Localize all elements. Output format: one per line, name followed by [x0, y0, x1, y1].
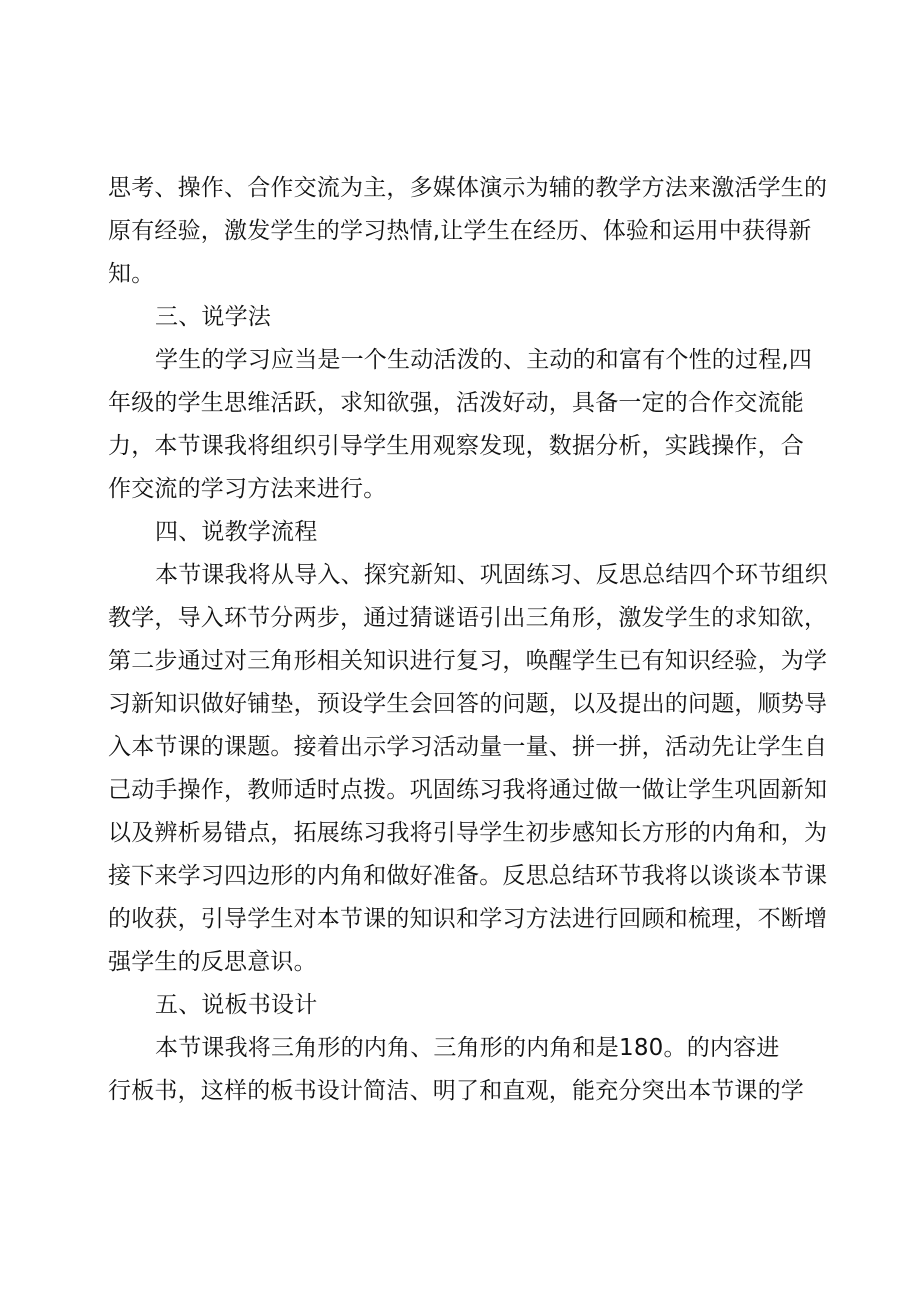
text-line: 接下来学习四边形的内角和做好准备。反思总结环节我将以谈谈本节课	[108, 863, 828, 889]
text-line: 行板书，这样的板书设计简洁、明了和直观，能充分突出本节课的学	[108, 1078, 804, 1104]
text-line: 知。	[108, 261, 155, 287]
section-heading: 三、说学法	[155, 304, 271, 330]
text-line: 入本节课的课题。接着出示学习活动量一量、拼一拼，活动先让学生自	[108, 734, 828, 760]
text-line: 以及辨析易错点，拓展练习我将引导学生初步感知长方形的内角和，为	[108, 820, 828, 846]
text-line: 年级的学生思维活跃，求知欲强，活泼好动，具备一定的合作交流能	[108, 390, 804, 416]
text-line: 原有经验，激发学生的学习热情,让学生在经历、体验和运用中获得新	[108, 218, 812, 244]
paragraph-start: 本节课我将从导入、探究新知、巩固练习、反思总结四个环节组织	[155, 562, 828, 588]
text-line: 教学，导入环节分两步，通过猜谜语引出三角形，激发学生的求知欲，	[108, 605, 828, 631]
text-line: 力，本节课我将组织引导学生用观察发现，数据分析，实践操作，合	[108, 433, 804, 459]
text-line: 第二步通过对三角形相关知识进行复习，唤醒学生已有知识经验，为学	[108, 648, 828, 674]
section-heading: 五、说板书设计	[155, 992, 318, 1018]
text-line: 的收获，引导学生对本节课的知识和学习方法进行回顾和梳理，不断增	[108, 906, 828, 932]
section-heading: 四、说教学流程	[155, 519, 318, 545]
text-line: 思考、操作、合作交流为主，多媒体演示为辅的教学方法来激活学生的	[108, 175, 828, 201]
paragraph-start: 本节课我将三角形的内角、三角形的内角和是180。的内容进	[155, 1035, 780, 1061]
text-line: 习新知识做好铺垫，预设学生会回答的问题，以及提出的问题，顺势导	[108, 691, 828, 717]
paragraph-start: 学生的学习应当是一个生动活泼的、主动的和富有个性的过程,四	[155, 347, 813, 373]
text-line: 己动手操作，教师适时点拨。巩固练习我将通过做一做让学生巩固新知	[108, 777, 828, 803]
text-line: 强学生的反思意识。	[108, 949, 317, 975]
text-line: 作交流的学习方法来进行。	[108, 476, 387, 502]
